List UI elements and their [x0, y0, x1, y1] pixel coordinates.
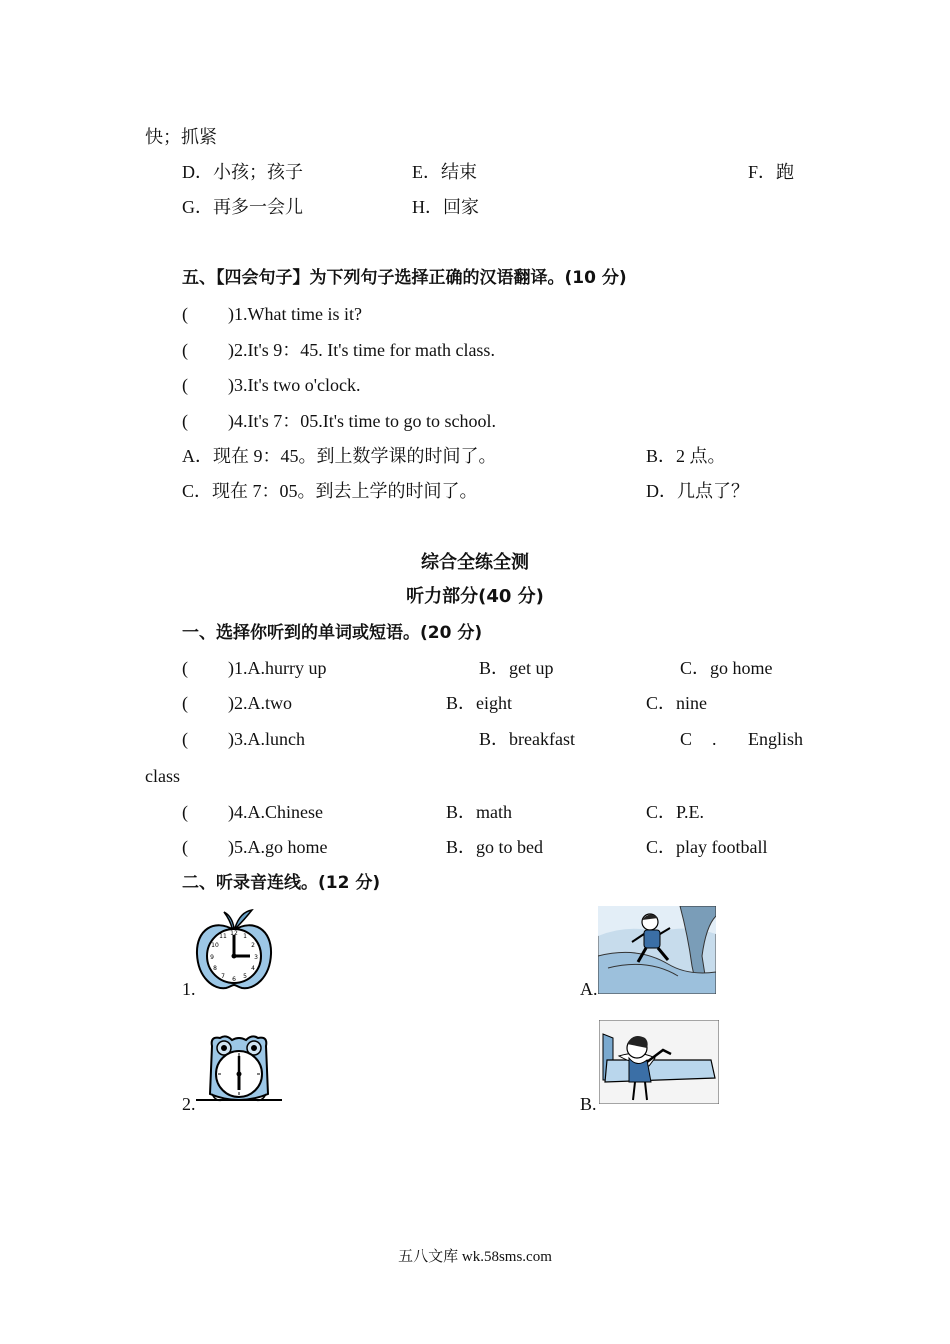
svg-text:2: 2 — [251, 942, 255, 949]
svg-text:7: 7 — [221, 973, 225, 980]
owl-clock-image — [196, 1034, 282, 1106]
q5-option-b: B．go to bed — [446, 837, 543, 857]
left-label-2: 2. — [182, 1094, 196, 1114]
sentence-4: )4.It's 7：05.It's time to go to school. — [228, 411, 496, 431]
q5-option-c: C．play football — [646, 837, 768, 857]
left-label-1: 1. — [182, 979, 196, 999]
q4-option-b: B．math — [446, 802, 512, 822]
continued-text: 快；抓紧 — [145, 127, 217, 147]
bracket: ( — [182, 340, 188, 360]
svg-text:9: 9 — [210, 954, 214, 961]
q3-option-c: English — [748, 729, 804, 749]
svg-text:5: 5 — [243, 973, 247, 980]
bracket: ( — [182, 658, 188, 678]
apple-clock-image — [194, 908, 274, 992]
bracket: ( — [182, 375, 188, 395]
q3-option-c-prefix: C — [680, 729, 693, 749]
part2-title: 二、听录音连线。(12 分) — [182, 873, 381, 893]
option-g: G．再多一会儿 — [182, 197, 303, 217]
translation-b: B．2 点。 — [646, 446, 726, 466]
q2-option-a: )2.A.two — [228, 693, 292, 713]
sentence-3: )3.It's two o'clock. — [228, 375, 361, 395]
svg-text:11: 11 — [219, 933, 227, 940]
q3-option-a: )3.A.lunch — [228, 729, 305, 749]
q2-option-b: B．eight — [446, 693, 512, 713]
translation-d: D．几点了？ — [646, 481, 749, 501]
section5-title: 五、【四会句子】为下列句子选择正确的汉语翻译。(10 分) — [182, 268, 627, 288]
bracket: ( — [182, 802, 188, 822]
bracket: ( — [182, 411, 188, 431]
sentence-1: )1.What time is it? — [228, 304, 362, 324]
bracket: ( — [182, 837, 188, 857]
bracket: ( — [182, 729, 188, 749]
q1-option-b: B．get up — [479, 658, 554, 678]
translation-c: C．现在 7：05。到去上学的时间了。 — [182, 481, 478, 501]
svg-text:8: 8 — [213, 965, 217, 972]
svg-text:3: 3 — [254, 954, 258, 961]
q3-option-c-wrap: class — [145, 766, 180, 786]
right-label-a: A. — [580, 979, 598, 999]
q4-option-c: C．P.E. — [646, 802, 705, 822]
svg-text:12: 12 — [230, 930, 238, 937]
q3-option-b: B．breakfast — [479, 729, 575, 749]
svg-text:10: 10 — [211, 942, 219, 949]
footer-watermark: 五八文库 wk.58sms.com — [398, 1249, 552, 1265]
option-f: F．跑 — [748, 162, 795, 182]
q5-option-a: )5.A.go home — [228, 837, 328, 857]
svg-text:1: 1 — [243, 933, 247, 940]
test-subtitle: 听力部分(40 分) — [406, 586, 544, 607]
q2-option-c: C．nine — [646, 693, 707, 713]
q4-option-a: )4.A.Chinese — [228, 802, 323, 822]
right-label-b: B. — [580, 1094, 597, 1114]
q3-option-c-dot: . — [712, 729, 717, 749]
svg-text:6: 6 — [232, 976, 236, 983]
svg-text:4: 4 — [251, 965, 255, 972]
bracket: ( — [182, 693, 188, 713]
test-title: 综合全练全测 — [421, 552, 529, 573]
bracket: ( — [182, 304, 188, 324]
translation-a: A．现在 9：45。到上数学课的时间了。 — [182, 446, 497, 466]
option-h: H．回家 — [412, 197, 479, 217]
part1-title: 一、选择你听到的单词或短语。(20 分) — [182, 623, 483, 643]
sentence-2: )2.It's 9：45. It's time for math class. — [228, 340, 495, 360]
boy-getting-up-image — [599, 1020, 719, 1104]
option-e: E．结束 — [412, 162, 477, 182]
option-d: D．小孩；孩子 — [182, 162, 303, 182]
q1-option-c: C．go home — [680, 658, 773, 678]
boy-running-image — [598, 906, 716, 994]
q1-option-a: )1.A.hurry up — [228, 658, 327, 678]
